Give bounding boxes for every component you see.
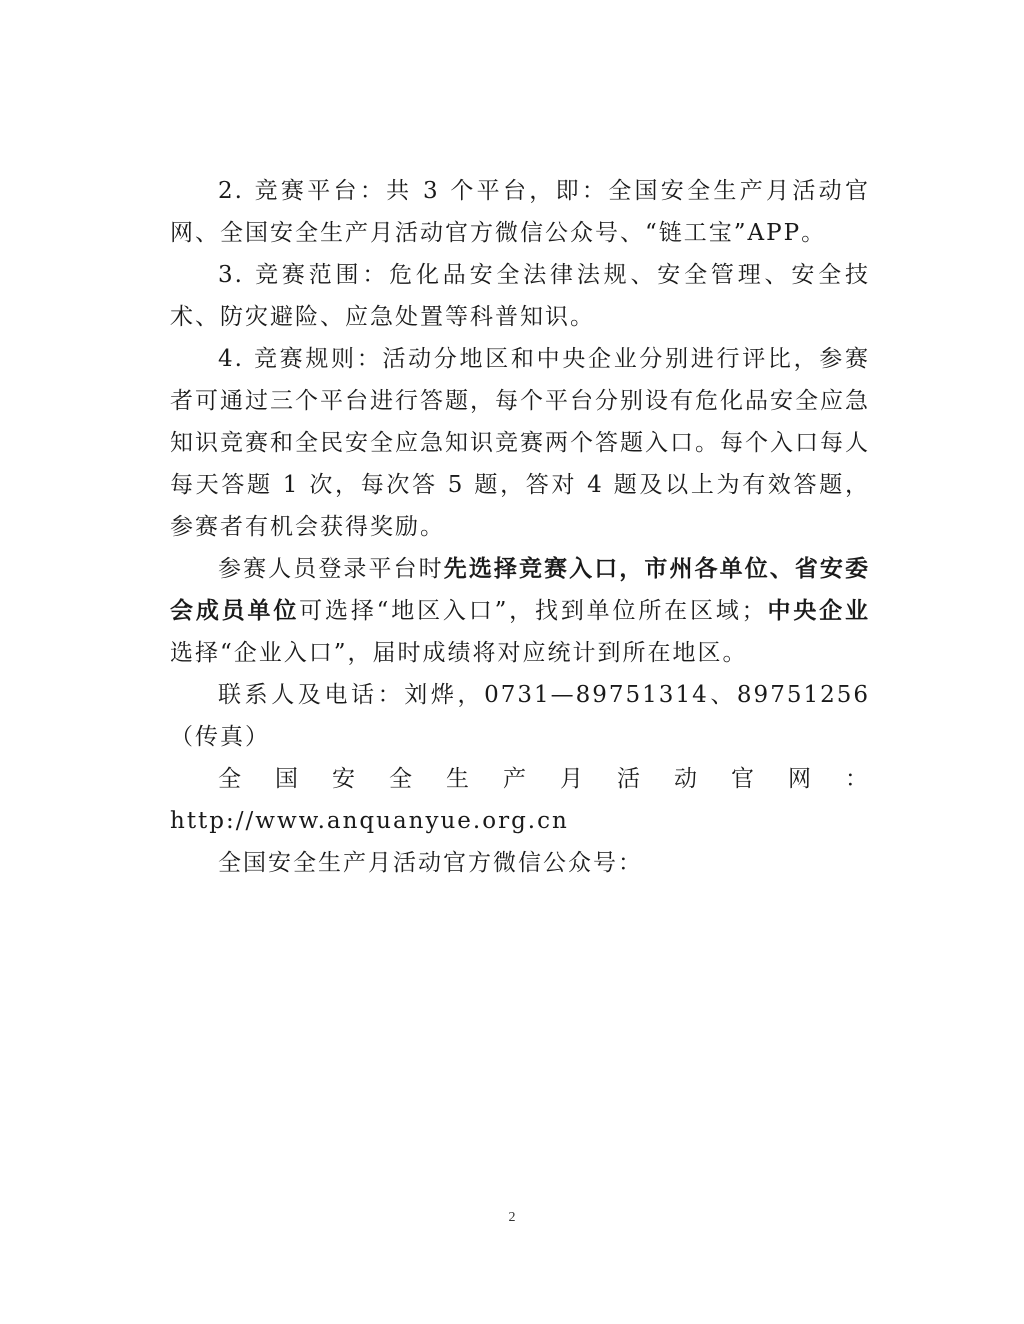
- paragraph-login: [170, 548, 870, 674]
- login-text-3: 选择“企业入口”，届时成绩将对应统计到所在地区。: [170, 640, 748, 666]
- paragraph-scope: 3. 竞赛范围：危化品安全法律法规、安全管理、安全技术、防灾避险、应急处置等科普知识。: [170, 262, 870, 330]
- paragraph-contact: 联系人及电话：刘烨，0731—89751314、89751256（传真）: [170, 682, 870, 750]
- page-number: 2: [508, 1210, 516, 1225]
- login-bold-1: 先选择竞赛入口，市州各单位、省安委会成员单位: [170, 555, 871, 624]
- paragraph-wechat: 全国安全生产月活动官方微信公众号：: [218, 850, 643, 876]
- paragraph-platform: 2. 竞赛平台：共 3 个平台，即：全国安全生产月活动官网、全国安全生产月活动官方微信公众号、“链工宝”APP。: [170, 178, 870, 246]
- document-body: [170, 170, 870, 884]
- paragraph-rules: 4. 竞赛规则：活动分地区和中央企业分别进行评比，参赛者可通过三个平台进行答题，每个平台分别设有危化品安全应急知识竞赛和全民安全应急知识竞赛两个答题入口。每个入口每人每天答题 1 次，每次答 5 题，答对 4 题及以上为有效答题，参赛者有机会获得奖励。: [170, 346, 870, 540]
- login-bold-2: 中央企业: [766, 597, 871, 624]
- login-text-2: 可选择“地区入口”，找到单位所在区域；: [299, 598, 767, 624]
- paragraph-website: 全国安全生产月活动官网：http://www.anquanyue.org.cn: [170, 766, 870, 834]
- login-text-1: 参赛人员登录平台时: [218, 556, 444, 582]
